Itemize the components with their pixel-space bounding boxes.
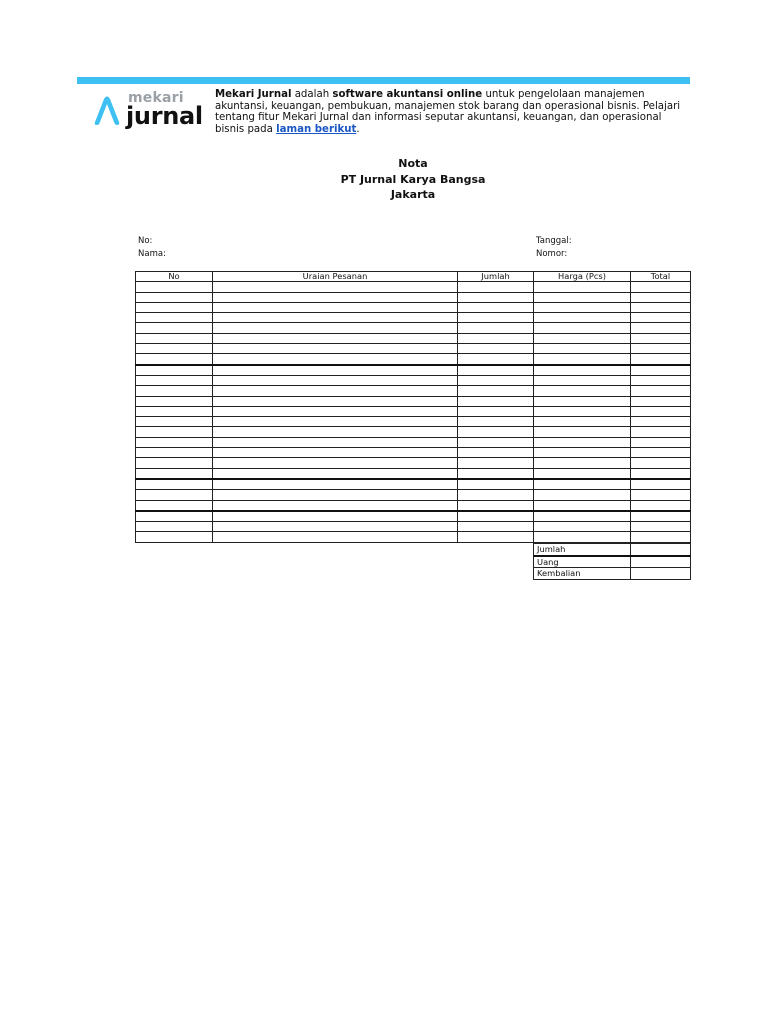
intro-product: software akuntansi online	[332, 89, 483, 100]
summary-uang-label: Uang	[534, 556, 631, 568]
table-cell[interactable]	[136, 511, 213, 522]
no-label: No:	[138, 236, 153, 246]
table-row	[136, 437, 691, 447]
table-cell[interactable]	[458, 479, 534, 490]
table-row	[136, 532, 691, 542]
table-cell[interactable]	[136, 323, 213, 333]
table-cell[interactable]	[136, 500, 213, 511]
table-cell[interactable]	[458, 354, 534, 365]
table-cell[interactable]	[534, 406, 631, 416]
table-row	[136, 313, 691, 323]
table-cell[interactable]	[213, 406, 458, 416]
table-cell[interactable]	[213, 292, 458, 302]
summary-row-jumlah	[534, 544, 691, 556]
col-header-uraian: Uraian Pesanan	[213, 272, 458, 282]
table-cell[interactable]	[213, 375, 458, 385]
table-cell[interactable]	[136, 417, 213, 427]
table-cell[interactable]	[136, 532, 213, 542]
table-row	[136, 522, 691, 532]
col-header-no: No	[136, 272, 213, 282]
table-row	[136, 386, 691, 396]
table-cell[interactable]	[136, 386, 213, 396]
table-cell[interactable]	[534, 479, 631, 490]
table-cell[interactable]	[631, 386, 691, 396]
table-cell[interactable]	[631, 448, 691, 458]
table-cell[interactable]	[534, 344, 631, 354]
intro-paragraph	[215, 89, 690, 135]
table-cell[interactable]	[534, 522, 631, 532]
table-cell[interactable]	[631, 365, 691, 376]
table-cell[interactable]	[631, 313, 691, 323]
table-cell[interactable]	[213, 500, 458, 511]
table-cell[interactable]	[534, 333, 631, 343]
table-cell[interactable]	[136, 365, 213, 376]
summary-uang-value[interactable]	[631, 556, 691, 568]
table-cell[interactable]	[534, 458, 631, 468]
table-cell[interactable]	[458, 500, 534, 511]
table-cell[interactable]	[534, 354, 631, 365]
table-cell[interactable]	[458, 323, 534, 333]
table-cell[interactable]	[534, 427, 631, 437]
table-cell[interactable]	[631, 396, 691, 406]
summary-jumlah-label: Jumlah	[534, 544, 631, 556]
table-row	[136, 406, 691, 416]
table-cell[interactable]	[534, 375, 631, 385]
table-cell[interactable]	[631, 282, 691, 292]
table-cell[interactable]	[213, 427, 458, 437]
table-cell[interactable]	[213, 354, 458, 365]
summary-kembalian-label: Kembalian	[534, 568, 631, 580]
table-cell[interactable]	[213, 417, 458, 427]
table-cell[interactable]	[458, 522, 534, 532]
table-cell[interactable]	[534, 417, 631, 427]
table-cell[interactable]	[631, 375, 691, 385]
table-cell[interactable]	[458, 344, 534, 354]
table-cell[interactable]	[136, 396, 213, 406]
col-header-jumlah: Jumlah	[458, 272, 534, 282]
table-cell[interactable]	[213, 386, 458, 396]
table-cell[interactable]	[631, 458, 691, 468]
table-cell[interactable]	[136, 490, 213, 500]
table-cell[interactable]	[213, 532, 458, 542]
table-cell[interactable]	[136, 333, 213, 343]
document-title: Nota	[398, 157, 428, 170]
table-cell[interactable]	[136, 313, 213, 323]
table-body	[136, 282, 691, 542]
table-cell[interactable]	[534, 386, 631, 396]
summary-table	[533, 543, 691, 580]
table-cell[interactable]	[534, 468, 631, 479]
table-row	[136, 500, 691, 511]
table-cell[interactable]	[136, 468, 213, 479]
table-cell[interactable]	[458, 427, 534, 437]
table-cell[interactable]	[458, 333, 534, 343]
table-cell[interactable]	[136, 354, 213, 365]
intro-text-2: untuk pengelolaan manajemen akuntansi, keuangan, pembukuan, manajemen stok barang dan operasional bisnis. Pelajari tentang fitur Mekari Jurnal dan informasi seputar akuntansi, keuangan, dan operasional bisnis pada	[215, 89, 681, 135]
table-cell[interactable]	[631, 490, 691, 500]
table-row	[136, 354, 691, 365]
table-cell[interactable]	[136, 302, 213, 312]
table-row	[136, 302, 691, 312]
table-cell[interactable]	[631, 406, 691, 416]
table-cell[interactable]	[534, 365, 631, 376]
intro-brand-name: Mekari Jurnal	[215, 89, 292, 100]
table-cell[interactable]	[458, 417, 534, 427]
summary-row-kembalian	[534, 568, 691, 580]
logo-jurnal-text: jurnal	[126, 102, 203, 130]
table-cell[interactable]	[631, 532, 691, 542]
table-cell[interactable]	[534, 313, 631, 323]
table-cell[interactable]	[534, 500, 631, 511]
company-city: Jakarta	[390, 188, 436, 201]
table-row	[136, 468, 691, 479]
table-row	[136, 427, 691, 437]
table-cell[interactable]	[213, 522, 458, 532]
table-cell[interactable]	[213, 511, 458, 522]
table-row	[136, 344, 691, 354]
document-title-block	[0, 156, 768, 203]
table-cell[interactable]	[136, 522, 213, 532]
table-cell[interactable]	[534, 448, 631, 458]
laman-berikut-link[interactable]: laman berikut	[276, 123, 357, 135]
table-row	[136, 417, 691, 427]
order-table	[135, 271, 691, 543]
intro-text-3: .	[356, 123, 360, 135]
table-row	[136, 292, 691, 302]
table-cell[interactable]	[534, 532, 631, 542]
table-cell[interactable]	[213, 448, 458, 458]
table-cell[interactable]	[631, 333, 691, 343]
table-row	[136, 458, 691, 468]
table-cell[interactable]	[213, 323, 458, 333]
table-cell[interactable]	[213, 468, 458, 479]
table-row	[136, 479, 691, 490]
table-cell[interactable]	[213, 302, 458, 312]
table-cell[interactable]	[631, 292, 691, 302]
top-accent-bar	[77, 77, 690, 84]
mekari-logo-icon	[92, 94, 122, 126]
table-cell[interactable]	[458, 468, 534, 479]
table-cell[interactable]	[631, 302, 691, 312]
table-cell[interactable]	[136, 344, 213, 354]
table-cell[interactable]	[458, 511, 534, 522]
table-cell[interactable]	[136, 375, 213, 385]
table-cell[interactable]	[213, 365, 458, 376]
table-row	[136, 511, 691, 522]
table-cell[interactable]	[136, 282, 213, 292]
table-row	[136, 282, 691, 292]
table-cell[interactable]	[213, 313, 458, 323]
table-cell[interactable]	[458, 437, 534, 447]
table-cell[interactable]	[136, 458, 213, 468]
table-cell[interactable]	[458, 490, 534, 500]
table-cell[interactable]	[458, 458, 534, 468]
table-row	[136, 365, 691, 376]
table-cell[interactable]	[213, 344, 458, 354]
table-row	[136, 490, 691, 500]
table-cell[interactable]	[631, 511, 691, 522]
table-cell[interactable]	[631, 479, 691, 490]
summary-kembalian-value[interactable]	[631, 568, 691, 580]
table-cell[interactable]	[458, 532, 534, 542]
table-cell[interactable]	[534, 437, 631, 447]
table-row	[136, 375, 691, 385]
table-cell[interactable]	[213, 282, 458, 292]
table-cell[interactable]	[631, 437, 691, 447]
table-cell[interactable]	[631, 417, 691, 427]
table-cell[interactable]	[458, 375, 534, 385]
nomor-label: Nomor:	[536, 249, 568, 259]
table-cell[interactable]	[631, 427, 691, 437]
table-cell[interactable]	[631, 500, 691, 511]
logo-mekari-text: mekari	[128, 90, 184, 106]
summary-jumlah-value[interactable]	[631, 544, 691, 556]
table-header-row	[136, 272, 691, 282]
table-cell[interactable]	[631, 522, 691, 532]
table-cell[interactable]	[213, 437, 458, 447]
tanggal-label: Tanggal:	[536, 236, 572, 246]
nama-label: Nama:	[138, 249, 166, 259]
table-cell[interactable]	[631, 468, 691, 479]
table-cell[interactable]	[136, 292, 213, 302]
intro-text-1: adalah	[291, 89, 333, 100]
table-row	[136, 323, 691, 333]
table-cell[interactable]	[213, 333, 458, 343]
summary-row-uang	[534, 556, 691, 568]
col-header-total: Total	[631, 272, 691, 282]
table-row	[136, 396, 691, 406]
table-cell[interactable]	[458, 396, 534, 406]
table-cell[interactable]	[213, 479, 458, 490]
table-cell[interactable]	[458, 282, 534, 292]
table-cell[interactable]	[213, 490, 458, 500]
table-cell[interactable]	[631, 354, 691, 365]
table-cell[interactable]	[534, 490, 631, 500]
table-cell[interactable]	[631, 344, 691, 354]
table-cell[interactable]	[213, 458, 458, 468]
table-cell[interactable]	[213, 396, 458, 406]
table-cell[interactable]	[136, 427, 213, 437]
table-cell[interactable]	[136, 437, 213, 447]
table-row	[136, 333, 691, 343]
table-cell[interactable]	[534, 511, 631, 522]
table-cell[interactable]	[534, 323, 631, 333]
table-cell[interactable]	[534, 302, 631, 312]
table-cell[interactable]	[458, 406, 534, 416]
table-cell[interactable]	[631, 323, 691, 333]
mekari-jurnal-logo	[92, 90, 212, 132]
company-name: PT Jurnal Karya Bangsa	[340, 172, 486, 186]
table-cell[interactable]	[458, 313, 534, 323]
col-header-harga: Harga (Pcs)	[534, 272, 631, 282]
table-cell[interactable]	[136, 479, 213, 490]
table-cell[interactable]	[458, 448, 534, 458]
table-cell[interactable]	[458, 292, 534, 302]
table-cell[interactable]	[136, 406, 213, 416]
table-cell[interactable]	[458, 365, 534, 376]
table-row	[136, 448, 691, 458]
table-cell[interactable]	[136, 448, 213, 458]
table-cell[interactable]	[458, 302, 534, 312]
table-cell[interactable]	[534, 292, 631, 302]
table-cell[interactable]	[458, 386, 534, 396]
table-cell[interactable]	[534, 396, 631, 406]
table-cell[interactable]	[534, 282, 631, 292]
